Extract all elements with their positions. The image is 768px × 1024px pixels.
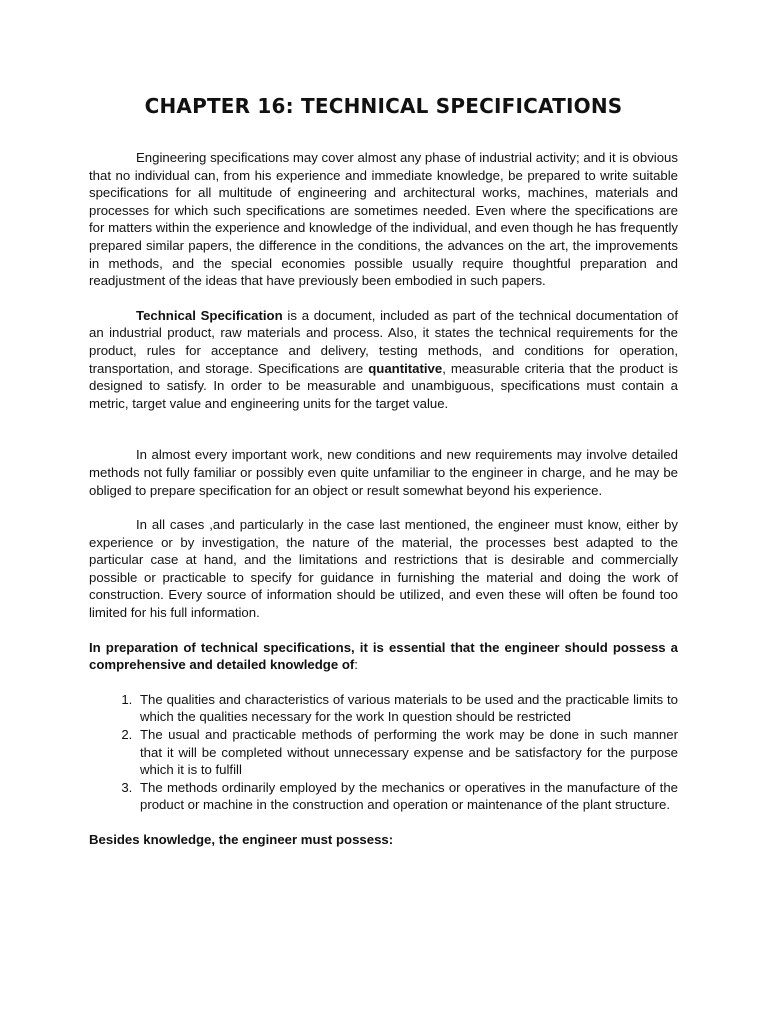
list-item: 2. The usual and practicable methods of performing the work may be done in such manner that it will be completed without unnecessary expense and be satisfactory for the purpose which it is to fulfill (136, 726, 678, 779)
definition-text-1: is a document, included as part of the technical documentation of an industrial product, raw materials and process. Also, it states the technical requirements for the product, rules for acceptance and delivery, testing methods, and conditions for operation, transportation, and storage. Specifications are (89, 307, 679, 376)
list-item: 3. The methods ordinarily employed by the mechanics or operatives in the manufacture of the product or machine in the construction and operation or maintenance of the plant structure. (136, 779, 678, 814)
knowledge-heading-bold: In preparation of technical specifications, it is essential that the engineer should possess a comprehensive and detailed knowledge of (89, 639, 678, 673)
term-technical-specification: Technical Specification (136, 307, 283, 323)
definition-paragraph (89, 307, 678, 413)
chapter-title: CHAPTER 16: TECHNICAL SPECIFICATIONS (144, 94, 623, 118)
new-conditions-paragraph: In almost every important work, new conditions and new requirements may involve detailed methods not fully familiar or possibly even quite unfamiliar to the engineer in charge, and he may be obliged to prepare specification for an object or result somewhat beyond his experience. (89, 447, 678, 498)
besides-knowledge-heading: Besides knowledge, the engineer must possess: (89, 832, 394, 847)
definition-text-2: , measurable criteria that the product is designed to satisfy. In order to be measurable and unambiguous, specifications must contain a metric, target value and engineering units for the target value. (89, 360, 679, 411)
all-cases-paragraph: In all cases ,and particularly in the case last mentioned, the engineer must know, either by experience or by investigation, the nature of the material, the processes best adapted to the particular case at hand, and the limitations and restrictions that is desirable and commercially possible or practicable to specify for guidance in furnishing the material and doing the work of construction. Every source of information should be utilized, and even these will often be found too limited for his full information. (89, 517, 678, 621)
term-quantitative: quantitative (368, 360, 443, 376)
intro-paragraph: Engineering specifications may cover almost any phase of industrial activity; and it is obvious that no individual can, from his experience and immediate knowledge, be prepared to write suitable specifications for all multitude of engineering and architectural works, machines, materials and processes for which such specifications are sometimes needed. Even where the specifications are for matters within the experience and knowledge of the individual, and even though he has frequently prepared similar papers, the difference in the conditions, the advances on the art, the improvements in methods, and the special economies possible usually require thoughtful preparation and readjustment of the ideas that have previously been embodied in such papers. (89, 150, 678, 289)
knowledge-heading (89, 639, 678, 674)
knowledge-heading-colon: : (354, 657, 358, 673)
list-item: 1. The qualities and characteristics of various materials to be used and the practicable limits to which the qualities necessary for the work In question should be restricted (136, 691, 678, 726)
document-page (89, 93, 678, 849)
knowledge-list (89, 691, 678, 814)
